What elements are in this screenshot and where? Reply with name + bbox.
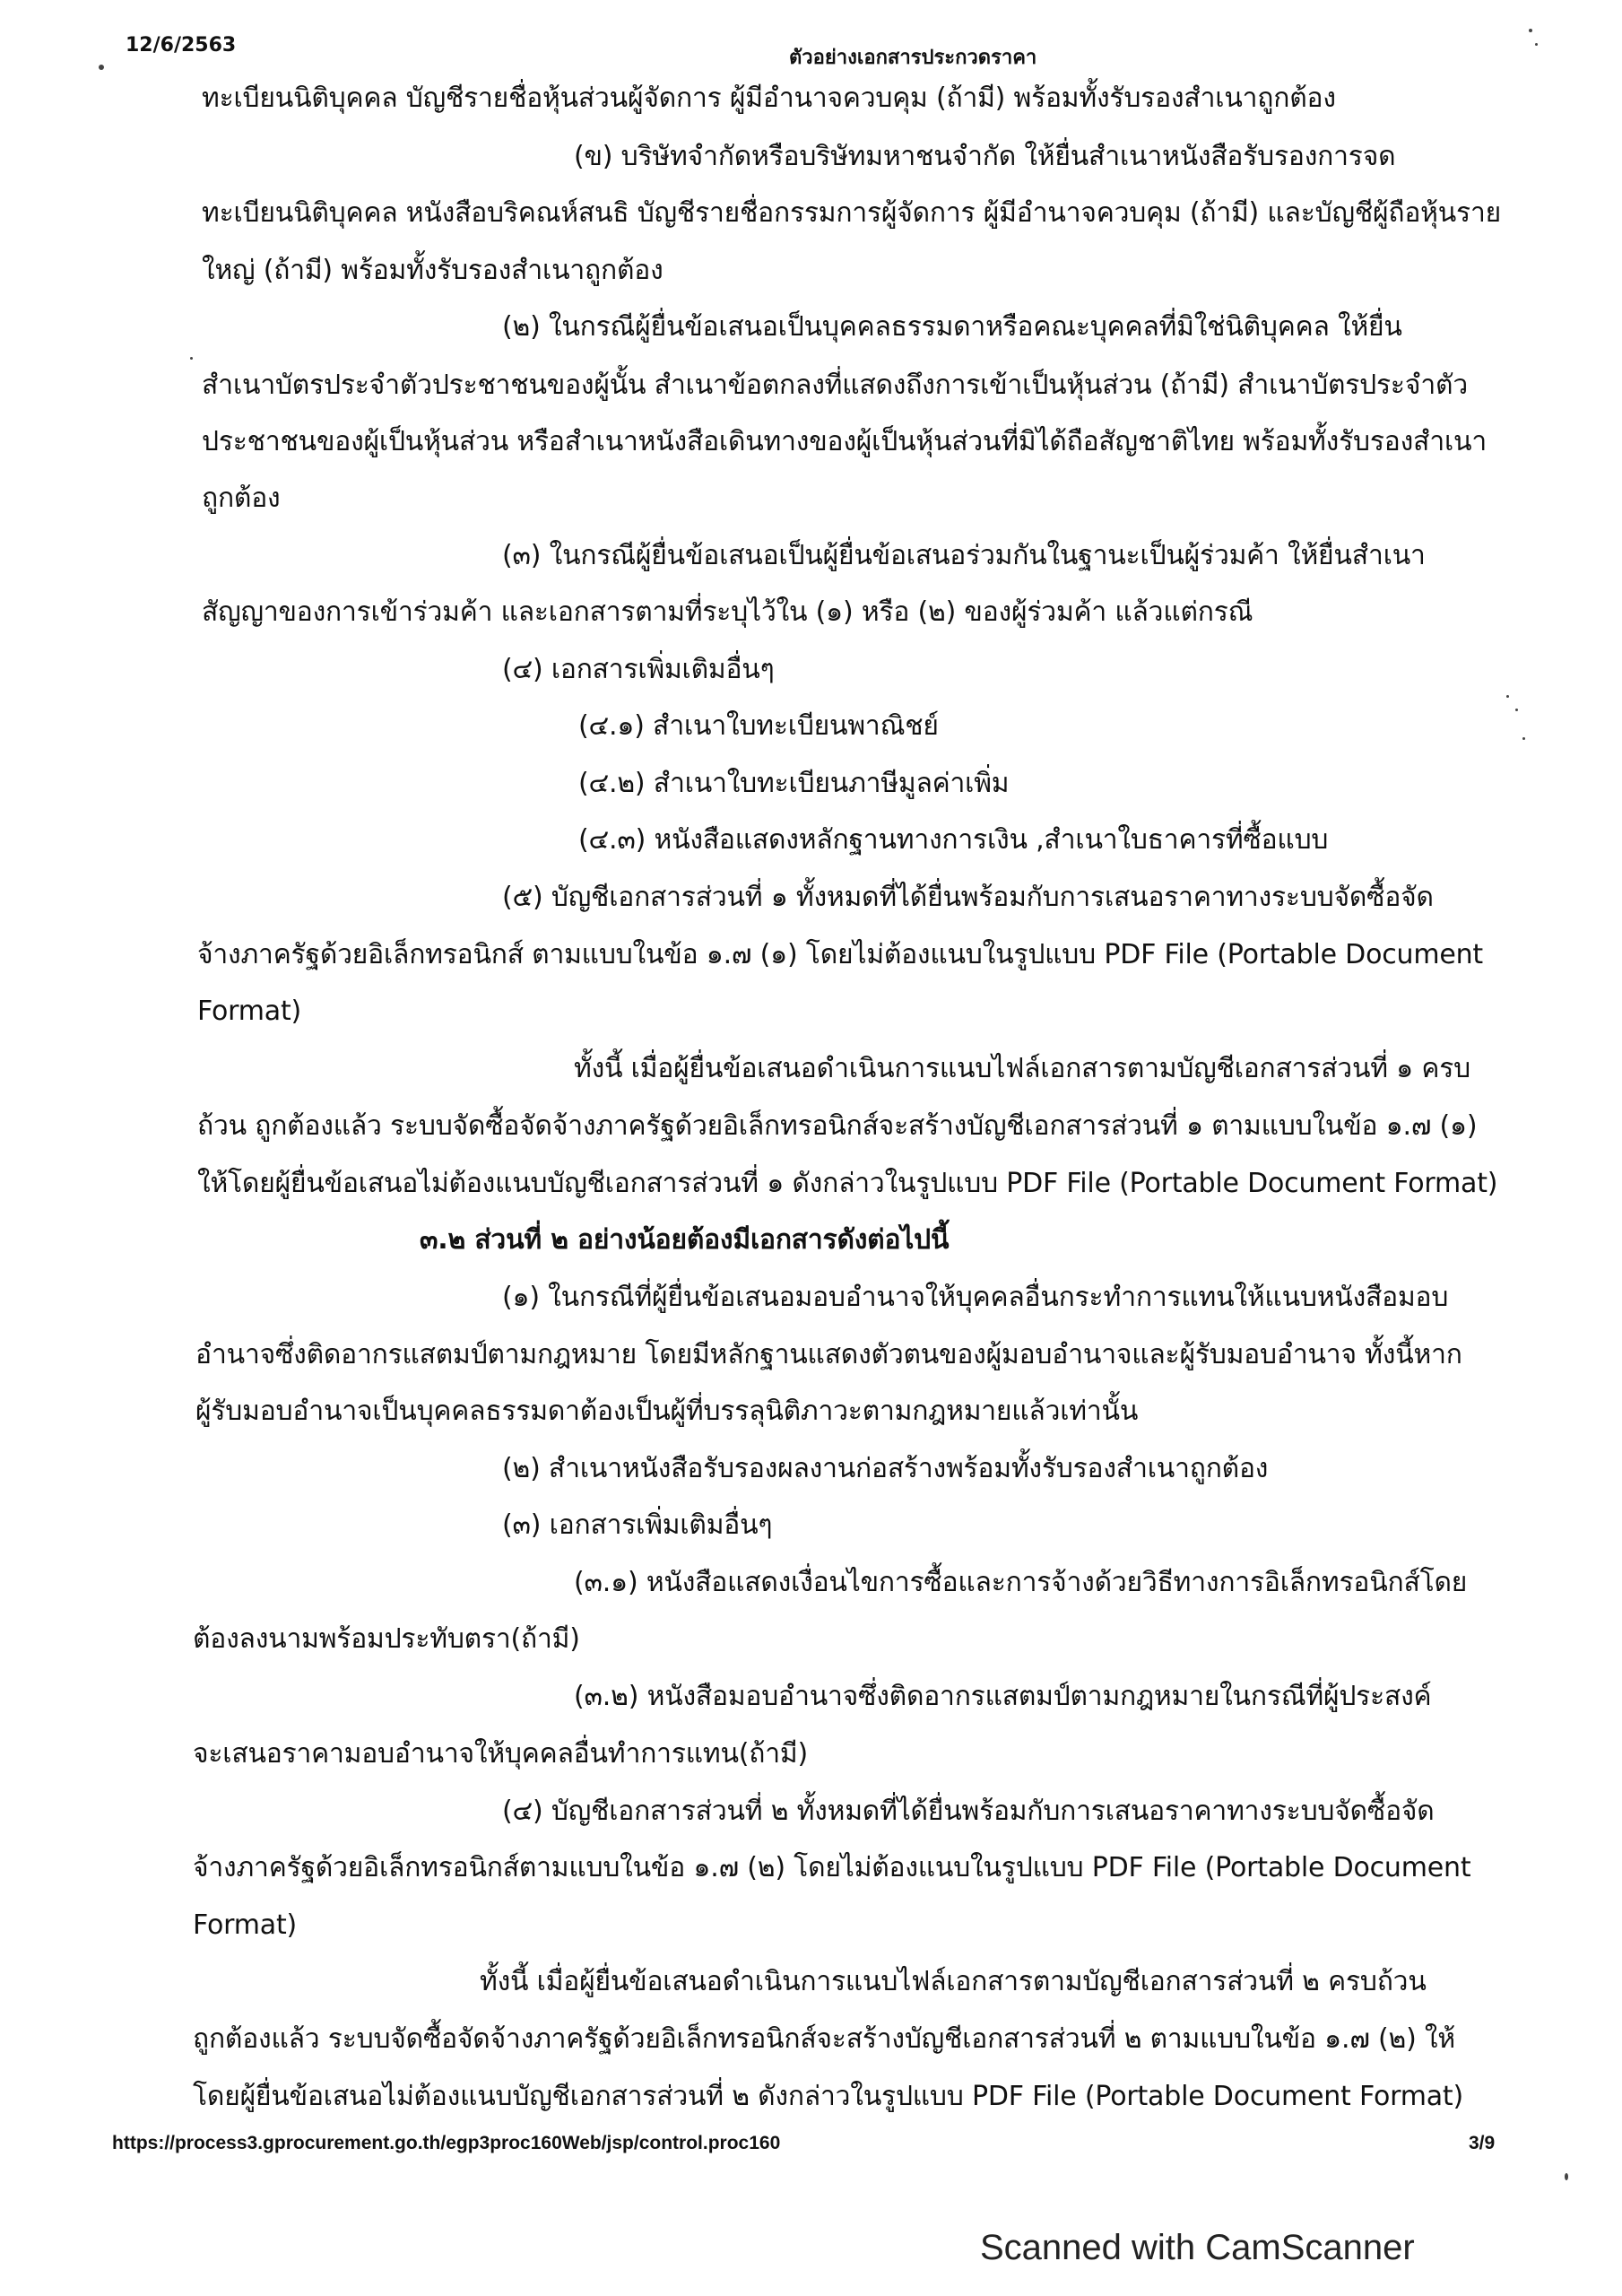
- body-line: สำเนาบัตรประจำตัวประชาชนของผู้นั้น สำเนาข้อตกลงที่แสดงถึงการเข้าเป็นหุ้นส่วน (ถ้ามี) สำเนาบัตรประจำตัว: [202, 370, 1468, 401]
- header-title: ตัวอย่างเอกสารประกวดราคา: [789, 47, 1037, 69]
- body-line: (๓.๒) หนังสือมอบอำนาจซึ่งติดอากรแสตมป์ตามกฎหมายในกรณีที่ผู้ประสงค์: [574, 1681, 1432, 1712]
- scan-speck: [190, 357, 193, 360]
- body-line: Format): [197, 996, 302, 1027]
- body-line: ถูกต้อง: [202, 483, 281, 514]
- body-line: ทั้งนี้ เมื่อผู้ยื่นข้อเสนอดำเนินการแนบไฟล์เอกสารตามบัญชีเอกสารส่วนที่ ๒ ครบถ้วน: [480, 1966, 1427, 1997]
- footer-page-number: 3/9: [1469, 2133, 1496, 2153]
- body-line: ให้โดยผู้ยื่นข้อเสนอไม่ต้องแนบบัญชีเอกสารส่วนที่ ๑ ดังกล่าวในรูปแบบ PDF File (Portable Document Format): [197, 1168, 1498, 1199]
- body-line: ต้องลงนามพร้อมประทับตรา(ถ้ามี): [193, 1623, 580, 1655]
- body-line: โดยผู้ยื่นข้อเสนอไม่ต้องแนบบัญชีเอกสารส่วนที่ ๒ ดังกล่าวในรูปแบบ PDF File (Portable Document Format): [193, 2081, 1463, 2112]
- body-line: จ้างภาครัฐด้วยอิเล็กทรอนิกส์ตามแบบในข้อ ๑.๗ (๒) โดยไม่ต้องแนบในรูปแบบ PDF File (Portable Document: [193, 1852, 1471, 1883]
- scan-speck: [99, 65, 104, 70]
- body-line: ผู้รับมอบอำนาจเป็นบุคคลธรรมดาต้องเป็นผู้ที่บรรลุนิติภาวะตามกฎหมายแล้วเท่านั้น: [195, 1396, 1139, 1427]
- body-line: (๔.๑) สำเนาใบทะเบียนพาณิชย์: [578, 710, 939, 742]
- body-line: ใหญ่ (ถ้ามี) พร้อมทั้งรับรองสำเนาถูกต้อง: [202, 255, 664, 286]
- body-line: (๔.๒) สำเนาใบทะเบียนภาษีมูลค่าเพิ่ม: [578, 768, 1010, 799]
- header-date: 12/6/2563: [126, 34, 237, 57]
- body-line: (ข) บริษัทจำกัดหรือบริษัทมหาชนจำกัด ให้ยื่นสำเนาหนังสือรับรองการจด: [574, 141, 1396, 172]
- body-line: (๕) บัญชีเอกสารส่วนที่ ๑ ทั้งหมดที่ได้ยื่นพร้อมกับการเสนอราคาทางระบบจัดซื้อจัด: [502, 882, 1434, 913]
- body-line: อำนาจซึ่งติดอากรแสตมป์ตามกฎหมาย โดยมีหลักฐานแสดงตัวตนของผู้มอบอำนาจและผู้รับมอบอำนาจ ทั้งนี้หาก: [195, 1339, 1462, 1370]
- body-line: ทะเบียนนิติบุคคล บัญชีรายชื่อหุ้นส่วนผู้จัดการ ผู้มีอำนาจควบคุม (ถ้ามี) พร้อมทั้งรับรองสำเนาถูกต้อง: [202, 83, 1336, 114]
- body-line: (๔) บัญชีเอกสารส่วนที่ ๒ ทั้งหมดที่ได้ยื่นพร้อมกับการเสนอราคาทางระบบจัดซื้อจัด: [502, 1796, 1435, 1827]
- scan-speck: [1535, 43, 1538, 46]
- scanner-watermark: Scanned with CamScanner: [980, 2228, 1415, 2267]
- body-line: (๑) ในกรณีที่ผู้ยื่นข้อเสนอมอบอำนาจให้บุคคลอื่นกระทำการแทนให้แนบหนังสือมอบ: [502, 1282, 1449, 1313]
- body-line: ทะเบียนนิติบุคคล หนังสือบริคณห์สนธิ บัญชีรายชื่อกรรมการผู้จัดการ ผู้มีอำนาจควบคุม (ถ้ามี) และบัญชีผู้ถือหุ้นราย: [202, 197, 1501, 229]
- body-line: ทั้งนี้ เมื่อผู้ยื่นข้อเสนอดำเนินการแนบไฟล์เอกสารตามบัญชีเอกสารส่วนที่ ๑ ครบ: [574, 1053, 1470, 1084]
- body-line: จะเสนอราคามอบอำนาจให้บุคคลอื่นทำการแทน(ถ้ามี): [193, 1738, 808, 1770]
- body-line: จ้างภาครัฐด้วยอิเล็กทรอนิกส์ ตามแบบในข้อ ๑.๗ (๑) โดยไม่ต้องแนบในรูปแบบ PDF File (Portable Document: [197, 939, 1483, 970]
- body-line: (๓) ในกรณีผู้ยื่นข้อเสนอเป็นผู้ยื่นข้อเสนอร่วมกันในฐานะเป็นผู้ร่วมค้า ให้ยื่นสำเนา: [502, 540, 1426, 571]
- body-line: (๔) เอกสารเพิ่มเติมอื่นๆ: [502, 654, 775, 685]
- body-line: (๒) ในกรณีผู้ยื่นข้อเสนอเป็นบุคคลธรรมดาหรือคณะบุคคลที่มิใช่นิติบุคคล ให้ยื่น: [502, 311, 1402, 343]
- scan-speck: [1515, 709, 1518, 711]
- body-line: ประชาชนของผู้เป็นหุ้นส่วน หรือสำเนาหนังสือเดินทางของผู้เป็นหุ้นส่วนที่มิได้ถือสัญชาติไทย พร้อมทั้งรับรองสำเนา: [202, 426, 1487, 457]
- footer-url: https://process3.gprocurement.go.th/egp3proc160Web/jsp/control.proc160: [112, 2133, 781, 2153]
- body-line: (๓.๑) หนังสือแสดงเงื่อนไขการซื้อและการจ้างด้วยวิธีทางการอิเล็กทรอนิกส์โดย: [574, 1567, 1468, 1598]
- scan-speck: [1522, 737, 1525, 740]
- body-line: ถูกต้องแล้ว ระบบจัดซื้อจัดจ้างภาครัฐด้วยอิเล็กทรอนิกส์จะสร้างบัญชีเอกสารส่วนที่ ๒ ตามแบบในข้อ ๑.๗ (๒) ให้: [193, 2023, 1455, 2055]
- scan-speck: [1506, 695, 1509, 698]
- section-heading: ๓.๒ ส่วนที่ ๒ อย่างน้อยต้องมีเอกสารดังต่อไปนี้: [420, 1224, 950, 1256]
- body-line: ถ้วน ถูกต้องแล้ว ระบบจัดซื้อจัดจ้างภาครัฐด้วยอิเล็กทรอนิกส์จะสร้างบัญชีเอกสารส่วนที่ ๑ ตามแบบในข้อ ๑.๗ (๑): [197, 1110, 1478, 1142]
- body-line: Format): [193, 1909, 298, 1941]
- scan-speck: [1529, 29, 1532, 32]
- body-line: (๔.๓) หนังสือแสดงหลักฐานทางการเงิน ,สำเนาใบธาคารที่ซื้อแบบ: [578, 824, 1329, 856]
- scan-speck: [1565, 2173, 1568, 2180]
- body-line: (๒) สำเนาหนังสือรับรองผลงานก่อสร้างพร้อมทั้งรับรองสำเนาถูกต้อง: [502, 1453, 1269, 1484]
- body-line: (๓) เอกสารเพิ่มเติมอื่นๆ: [502, 1509, 773, 1541]
- body-line: สัญญาของการเข้าร่วมค้า และเอกสารตามที่ระบุไว้ใน (๑) หรือ (๒) ของผู้ร่วมค้า แล้วแต่กรณี: [202, 596, 1253, 628]
